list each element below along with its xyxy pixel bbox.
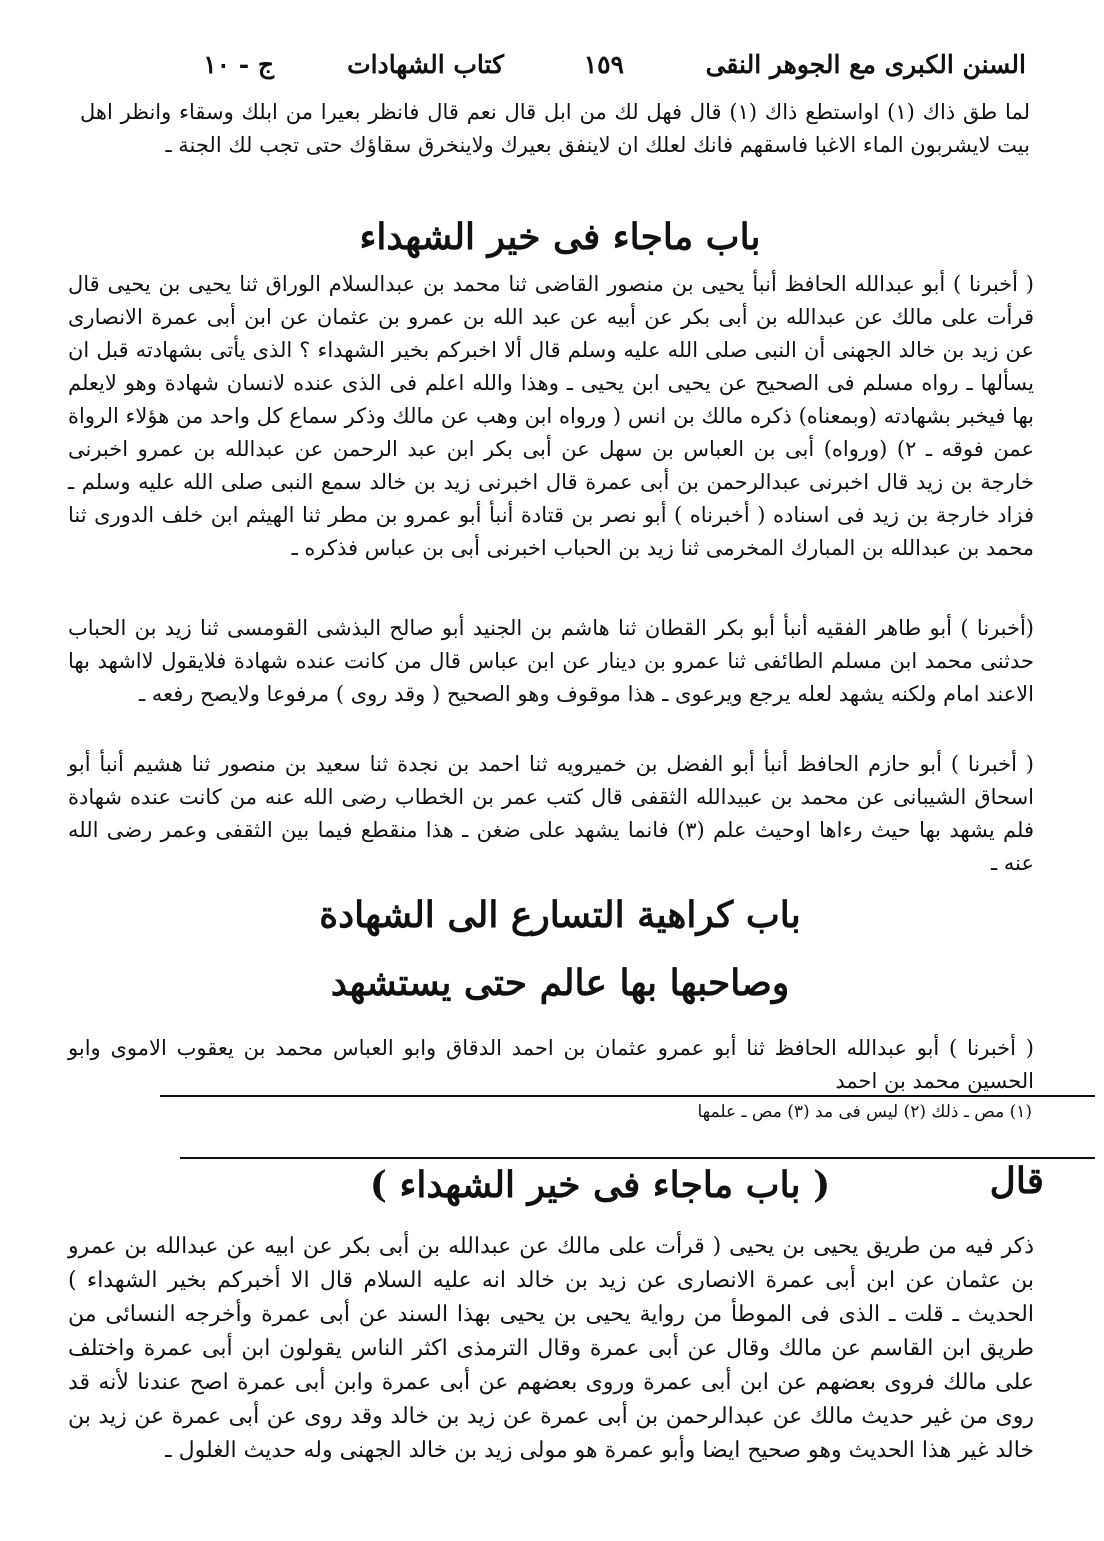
opening-paragraph: لما طق ذاك (١) اواستطع ذاك (١) قال فهل لك من ابل قال نعم قال فانظر بعيرا من ابلك وسقاء وانظر اهل بيت لايشربون الماء الاغبا فاسقهم فانك لعلك ان لاينفق بعيرك ولاينخرق سقاؤك حتى تجب لك الجنة ـ — [80, 100, 1030, 157]
hadith-paragraph: ( أخبرنا ) أبو عبدالله الحافظ ثنا أبو عمرو عثمان بن احمد الدقاق وابو العباس محمد بن يعقوب الاموى وابو الحسين محمد بن احمد — [68, 1036, 1034, 1093]
hadith-paragraph: ( أخبرنا ) أبو حازم الحافظ أنبأ أبو الفضل بن خميرويه ثنا احمد بن نجدة ثنا سعيد بن منصور ثنا هشيم أنبأ أبو اسحاق الشيبانى عن محمد بن عبيدالله الثقفى قال كتب عمر بن الخطاب رضى الله عنه من كانت عنده شهادة فلم يشهد بها حيث رءاها اوحيث علم (٣) فانما يشهد على ضغن ـ هذا منقطع فيما بين الثقفى وعمر رضى الله عنه ـ — [68, 752, 1034, 875]
page-number: ١٥٩ — [583, 50, 624, 79]
chapter-heading-line2: وصاحبها بها عالم حتى يستشهد — [330, 962, 790, 1004]
commentary-chapter-heading: ( باب ماجاء فى خير الشهداء ) — [369, 1164, 831, 1206]
hadith-paragraph: ( أخبرنا ) أبو عبدالله الحافظ أنبأ يحيى بن منصور القاضى ثنا محمد بن عبدالسلام الوراق ثنا يحيى بن يحيى قال قرأت على مالك عن عبدالله بن أبى بكر عن أبيه عن عبد الله بن عمرو بن عثمان عن ابن أبى عمرة الانصارى عن زيد بن خالد الجهنى أن النبى صلى الله عليه وسلم قال ألا اخبركم بخير الشهداء ؟ الذى يأتى بشهادته قبل ان يسألها ـ رواه مسلم فى الصحيح عن يحيى ابن يحيى ـ وهذا والله اعلم فى الذى عنده لانسان شهادة وهو لايعلم بها فيخبر بشهادته (وبمعناه) ذكره مالك بن انس ( ورواه ابن وهب عن مالك وذكر سماع كل واحد من هؤلاء الرواة عمن فوقه ـ ٢) (ورواه) أبى بن العباس بن سهل عن أبى بكر ابن عبد الرحمن عن عبدالله بن عمرو اخبرنى خارجة بن زيد قال اخبرنى عبدالرحمن بن أبى عمرة قال اخبرنى زيد بن خالد سمع النبى صلى الله عليه وسلم ـ فزاد خارجة بن زيد فى اسناده ( أخبرناه ) أبو نصر بن قتادة أنبأ أبو عمرو بن مطر ثنا الهيثم ابن خلف الدورى ثنا محمد بن عبدالله بن المبارك المخرمى ثنا زيد بن الحباب اخبرنى أبى بن عباس فذكره ـ — [68, 272, 1034, 560]
footnotes: (١) مص ـ ذلك (٢) ليس فى مد (٣) مص ـ علمها — [697, 1102, 1032, 1122]
commentary-qal-label: قال — [989, 1160, 1044, 1202]
commentary-divider — [180, 1157, 1095, 1159]
footnote-divider — [160, 1095, 1095, 1097]
volume-label: ج - ١٠ — [203, 50, 274, 79]
running-head — [0, 50, 1104, 98]
commentary-paragraph: ذكر فيه من طريق يحيى بن يحيى ( قرأت على مالك عن عبدالله بن أبى بكر عن ابيه عن عبدالله بن عمرو بن عثمان عن ابن أبى عمرة الانصارى عن زيد بن خالد انه عليه السلام قال الا أخبركم بخير الشهداء ) الحديث ـ قلت ـ الذى فى الموطأ من رواية يحيى بن يحيى بهذا السند عن أبى عمرة وأخرجه النسائى من طريق ابن القاسم عن مالك وقال عن أبى عمرة وقال الترمذى اكثر الناس يقولون ابن أبى عمرة واختلف على مالك فروى بعضهم عن ابن أبى عمرة وروى بعضهم عن أبى عمرة وابن أبى عمرة اصح عندنا لأنه قد روى من غير حديث مالك عن عبدالرحمن بن أبى عمرة عن زيد بن خالد وقد روى عن أبى عمرة عن زيد بن خالد غير هذا الحديث وهو صحيح ايضا وأبو عمرة هو مولى زيد بن خالد الجهنى وله حديث الغلول ـ — [68, 1234, 1034, 1463]
running-head-book: كتاب الشهادات — [347, 50, 504, 79]
chapter-heading: باب ماجاء فى خير الشهداء — [359, 216, 761, 258]
chapter-heading: باب كراهية التسارع الى الشهادة — [319, 894, 801, 936]
hadith-paragraph: (أخبرنا ) أبو طاهر الفقيه أنبأ أبو بكر القطان ثنا هاشم بن الجنيد أبو صالح البذشى القومسى ثنا زيد بن الحباب حدثنى محمد ابن مسلم الطائفى ثنا عمرو بن دينار عن ابن عباس قال من كانت عنده شهادة فلايقول لااشهد بها الاعند امام ولكنه يشهد لعله يرجع ويرعوى ـ هذا موقوف وهو الصحيح ( وقد روى ) مرفوعا ولايصح رفعه ـ — [68, 616, 1034, 706]
running-head-title: السنن الكبرى مع الجوهر النقى — [705, 50, 1026, 79]
